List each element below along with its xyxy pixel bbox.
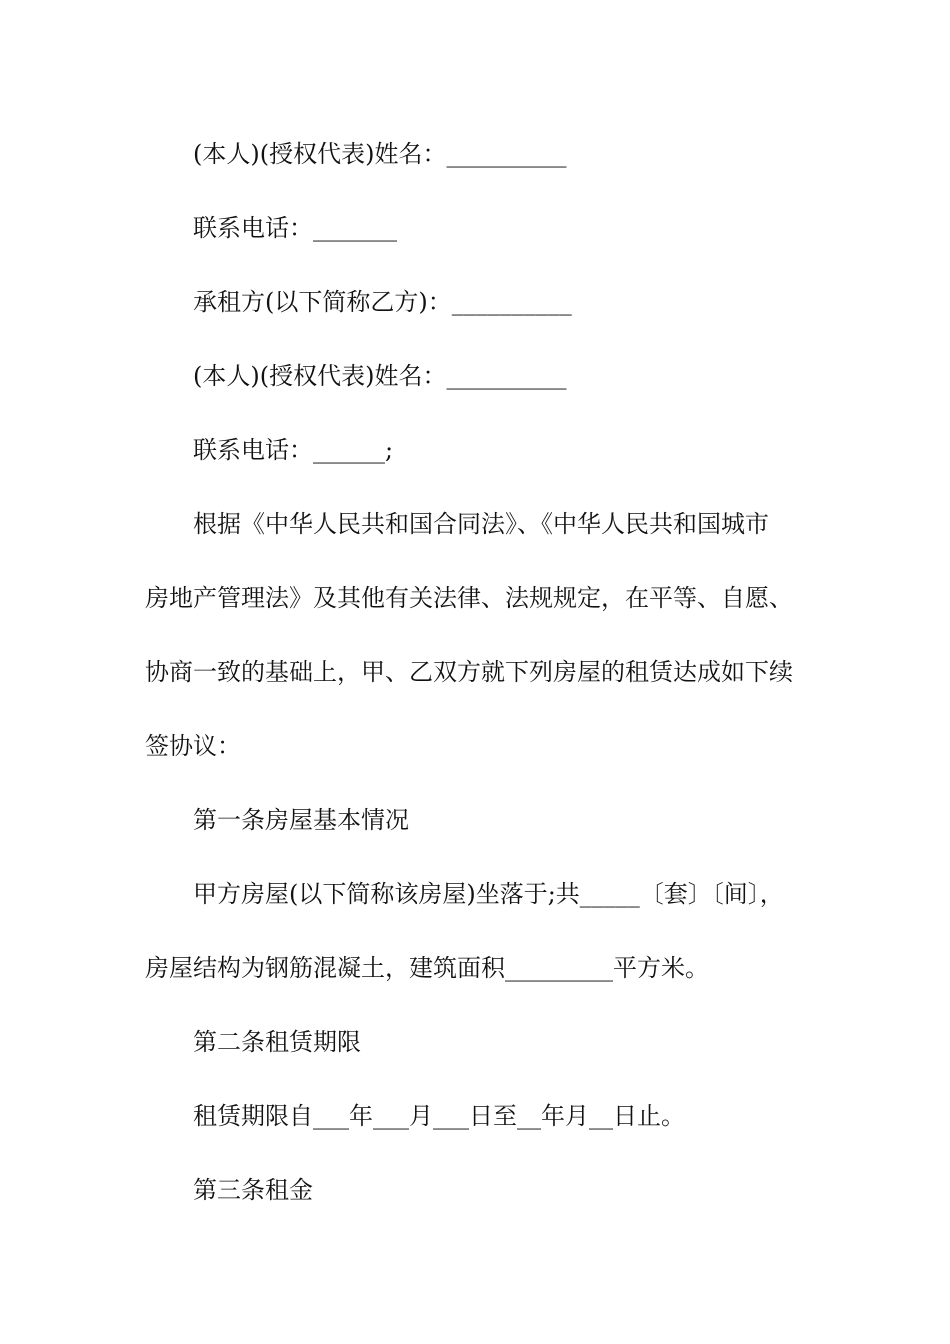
- article-1-heading: 第一条房屋基本情况: [193, 806, 409, 834]
- lessor-representative-name-line: (本人)(授权代表)姓名：__________: [193, 140, 567, 168]
- article-2-heading: 第二条租赁期限: [193, 1028, 361, 1056]
- legal-basis-line-4: 签协议：: [145, 732, 241, 760]
- lessee-representative-name-line: (本人)(授权代表)姓名：__________: [193, 362, 567, 390]
- legal-basis-line-1: 根据《中华人民共和国合同法》、《中华人民共和国城市: [193, 510, 769, 538]
- article-1-text-line-2: 房屋结构为钢筋混凝土，建筑面积_________平方米。: [145, 954, 709, 982]
- lessee-line: 承租方(以下简称乙方)：__________: [193, 288, 572, 316]
- legal-basis-line-3: 协商一致的基础上，甲、乙双方就下列房屋的租赁达成如下续: [145, 658, 793, 686]
- article-2-text: 租赁期限自___年___月___日至__年月__日止。: [193, 1102, 685, 1130]
- article-3-heading: 第三条租金: [193, 1176, 313, 1204]
- lessor-phone-line: 联系电话：_______: [193, 214, 397, 242]
- article-1-text-line-1: 甲方房屋(以下简称该房屋)坐落于;共_____〔套〕〔间〕，: [193, 880, 784, 908]
- lessee-phone-line: 联系电话：______;: [193, 436, 394, 464]
- legal-basis-line-2: 房地产管理法》及其他有关法律、法规规定，在平等、自愿、: [145, 584, 793, 612]
